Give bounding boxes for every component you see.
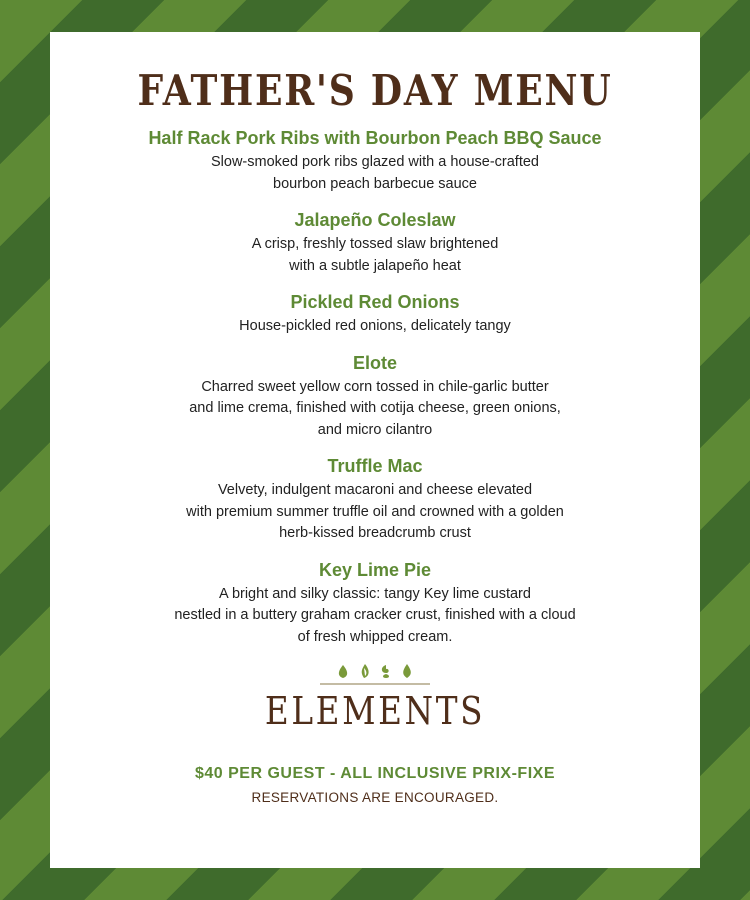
menu-item-name: Truffle Mac [327,456,423,476]
menu-item [50,454,700,545]
menu-title: FATHER'S DAY MENU [137,66,613,115]
menu-item [50,126,700,195]
drop-icon [403,664,411,678]
menu-item [50,290,700,338]
elements-logo [50,661,700,733]
menu-item-description: Slow-smoked pork ribs glazed with a house-crafted [210,154,539,170]
menu-item [50,558,700,649]
menu-item [50,208,700,277]
menu-card [50,32,700,868]
menu-item-name: Jalapeño Coleslaw [294,210,456,230]
menu-item-description: with premium summer truffle oil and crowned with a golden [186,503,564,520]
menu-item-description: Velvety, indulgent macaroni and cheese elevated [217,482,533,498]
menu-item-name: Elote [352,352,397,373]
menu-item-description: A bright and silky classic: tangy Key lime custard [219,585,531,602]
menu-item-description: bourbon peach barbecue sauce [273,175,477,192]
menu-item-description: of fresh whipped cream. [297,628,453,645]
leaf-drop-icon [339,665,347,678]
menu-item-name: Pickled Red Onions [290,292,460,312]
flame-icon [362,664,369,678]
menu-item-description: House-pickled red onions, delicately tangy [239,318,511,334]
swirl-icon [382,665,389,678]
menu-item-description: A crisp, freshly tossed slaw brightened [251,236,499,252]
menu-item-description: nestled in a buttery graham cracker crust, finished with a cloud [174,607,576,623]
menu-item-description: with a subtle jalapeño heat [289,257,461,274]
menu-item-name: Key Lime Pie [318,559,432,580]
menu-items [50,126,700,648]
menu-item-description: Charred sweet yellow corn tossed in chile-garlic butter [201,378,549,395]
reservation-note: RESERVATIONS ARE ENCOURAGED. [251,790,499,805]
menu-item-description: and micro cilantro [317,421,433,438]
menu-item [50,351,700,442]
menu-item-description: herb-kissed breadcrumb crust [279,525,471,541]
price-line: $40 PER GUEST - ALL INCLUSIVE PRIX-FIXE [194,765,555,782]
menu-item-name: Half Rack Pork Ribs with Bourbon Peach BBQ Sauce [148,128,602,148]
menu-item-description: and lime crema, finished with cotija cheese, green onions, [189,400,561,416]
logo-icons [310,661,440,687]
logo-wordmark: ELEMENTS [264,689,486,733]
